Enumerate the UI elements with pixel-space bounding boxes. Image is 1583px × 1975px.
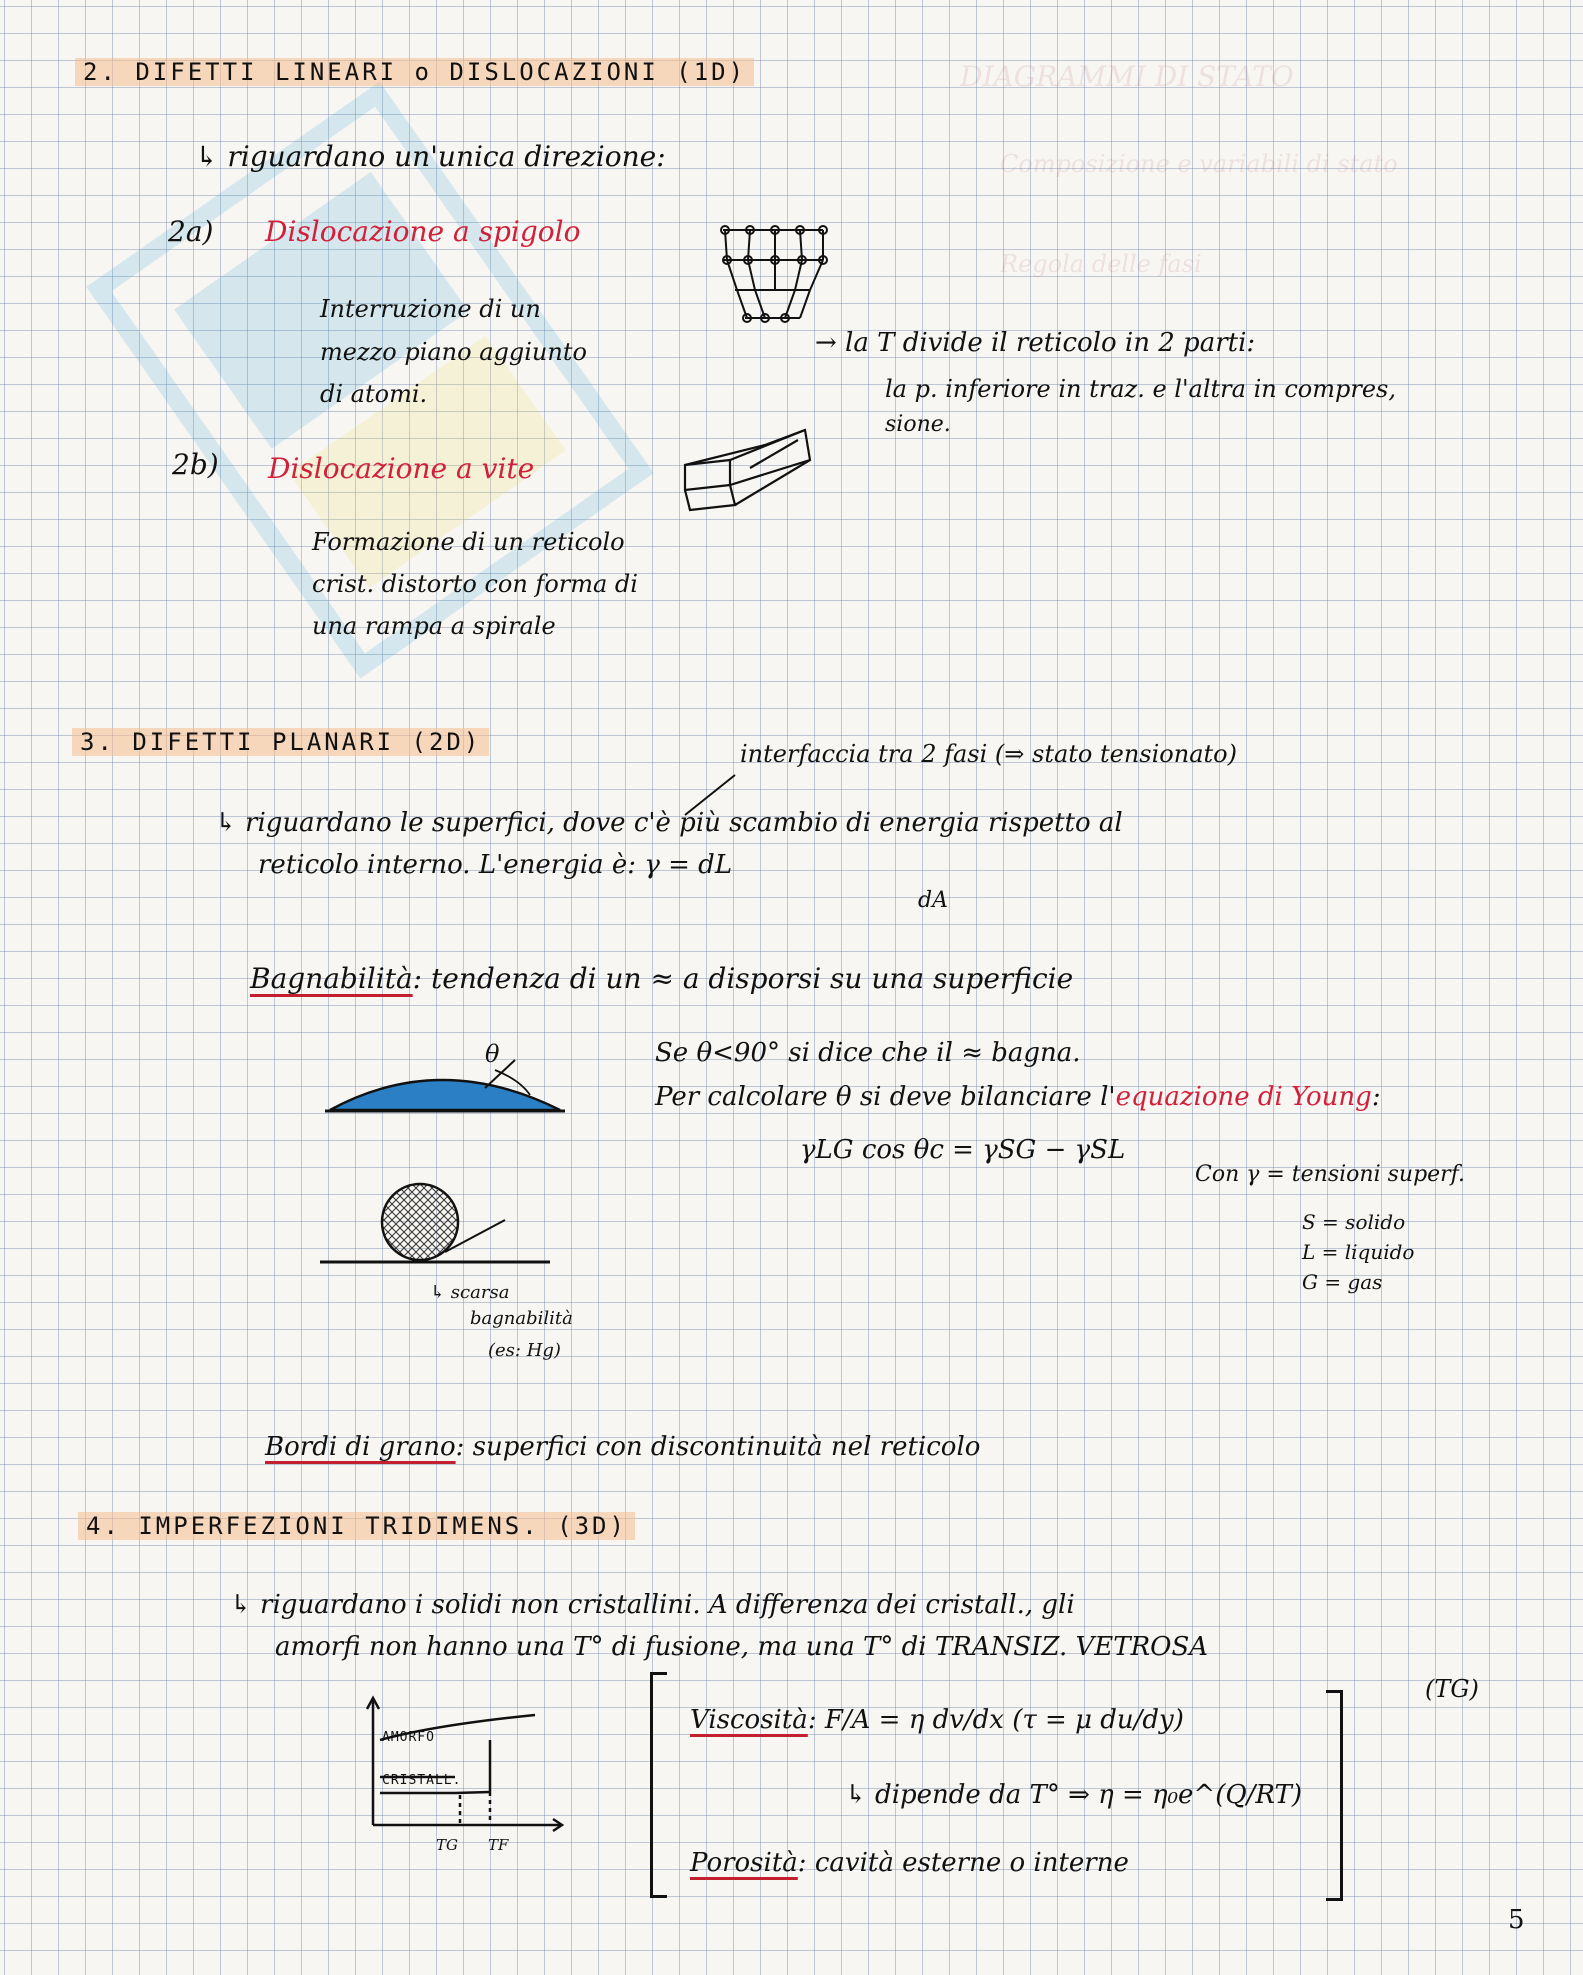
paragraph-line: reticolo interno. L'energia è: γ = dL — [258, 850, 733, 880]
non-wetting-sphere-sketch — [320, 1180, 560, 1270]
term: Porosità — [690, 1848, 798, 1878]
bleed-through-text: DIAGRAMMI DI STATO — [960, 60, 1294, 93]
paragraph-line: amorfi non hanno una T° di fusione, ma una T° di TRANSIZ. VETROSA — [275, 1632, 1209, 1662]
screw-dislocation-sketch — [680, 420, 820, 520]
bleed-through-text: Composizione e variabili di stato — [1000, 150, 1398, 178]
section-heading-text: 4. IMPERFEZIONI TRIDIMENS. (3D) — [78, 1512, 635, 1540]
description-line: Formazione di un reticolo — [312, 528, 625, 556]
right-bracket — [1326, 1690, 1343, 1901]
statement-end: : — [1371, 1082, 1381, 1112]
definition: : superfici con discontinuità nel reticolo — [455, 1432, 981, 1462]
term: Viscosità — [690, 1705, 808, 1735]
graph-label: AMORFO — [382, 1730, 435, 1745]
item-title: Dislocazione a spigolo — [265, 215, 581, 248]
definition-line — [690, 1705, 1184, 1735]
fraction-denominator: dA — [918, 888, 948, 913]
edge-dislocation-sketch — [715, 220, 835, 330]
legend-line: L = liquido — [1302, 1240, 1415, 1264]
annotation: interfaccia tra 2 fasi (⇒ stato tensionato) — [740, 740, 1237, 768]
left-bracket — [650, 1672, 667, 1898]
note-line: sione. — [885, 412, 951, 437]
caption-line: (es: Hg) — [488, 1340, 561, 1361]
graph-axis-tick: TG — [436, 1836, 458, 1854]
theta-label: θ — [485, 1040, 500, 1068]
bleed-through-text: Regola delle fasi — [1000, 250, 1202, 278]
statement-line: Se θ<90° si dice che il ≈ bagna. — [655, 1038, 1081, 1068]
section-heading-text: 3. DIFETTI PLANARI (2D) — [72, 728, 489, 756]
description-line: mezzo piano aggiunto — [320, 338, 587, 366]
legend-line: Con γ = tensioni superf. — [1195, 1162, 1466, 1187]
definition-line — [265, 1432, 980, 1462]
equation-name: equazione di Young — [1115, 1082, 1372, 1112]
note-line: la p. inferiore in traz. e l'altra in compres, — [885, 375, 1396, 403]
section-heading — [72, 728, 489, 756]
definition-line — [250, 962, 1073, 995]
term: Bordi di grano — [265, 1432, 456, 1462]
definition: : tendenza di un ≈ a disporsi su una superficie — [412, 962, 1074, 995]
page-number: 5 — [1508, 1905, 1525, 1935]
paragraph-line: ↳ riguardano le superfici, dove c'è più scambio di energia rispetto al — [215, 808, 1123, 838]
graph-label: CRISTALL. — [382, 1773, 462, 1788]
young-equation: γLG cos θc = γSG − γSL — [800, 1135, 1126, 1165]
section-heading — [75, 58, 754, 86]
definition: : F/A = η dv/dx (τ = μ du/dy) — [807, 1705, 1184, 1735]
description-line: una rampa a spirale — [312, 612, 556, 640]
statement-text: Per calcolare θ si deve bilanciare l' — [655, 1082, 1116, 1112]
item-title: Dislocazione a vite — [268, 452, 535, 485]
caption-line: bagnabilità — [470, 1308, 573, 1329]
section-heading — [78, 1512, 635, 1540]
volume-temperature-graph — [365, 1695, 565, 1845]
legend-line: G = gas — [1302, 1270, 1383, 1294]
section-heading-text: 2. DIFETTI LINEARI o DISLOCAZIONI (1D) — [75, 58, 754, 86]
description-line: crist. distorto con forma di — [312, 570, 638, 598]
definition: : cavità esterne o interne — [797, 1848, 1129, 1878]
legend-line: S = solido — [1302, 1210, 1406, 1234]
section-intro: ↳ riguardano un'unica direzione: — [195, 140, 666, 173]
item-label: 2b) — [172, 448, 219, 481]
term: Bagnabilità — [250, 962, 413, 995]
caption-line: ↳ scarsa — [430, 1282, 510, 1303]
description-line: di atomi. — [320, 380, 428, 408]
statement-line — [655, 1082, 1381, 1112]
item-label: 2a) — [168, 215, 214, 248]
definition-line — [690, 1848, 1129, 1878]
abbreviation: (TG) — [1425, 1675, 1479, 1703]
note-line: → la T divide il reticolo in 2 parti: — [815, 328, 1256, 358]
paragraph-line: ↳ riguardano i solidi non cristallini. A differenza dei cristall., gli — [230, 1590, 1075, 1620]
definition-line: ↳ dipende da T° ⇒ η = η₀e^(Q/RT) — [845, 1780, 1303, 1810]
wetting-droplet-sketch — [320, 1040, 570, 1120]
graph-axis-tick: TF — [488, 1836, 509, 1854]
description-line: Interruzione di un — [320, 295, 541, 323]
